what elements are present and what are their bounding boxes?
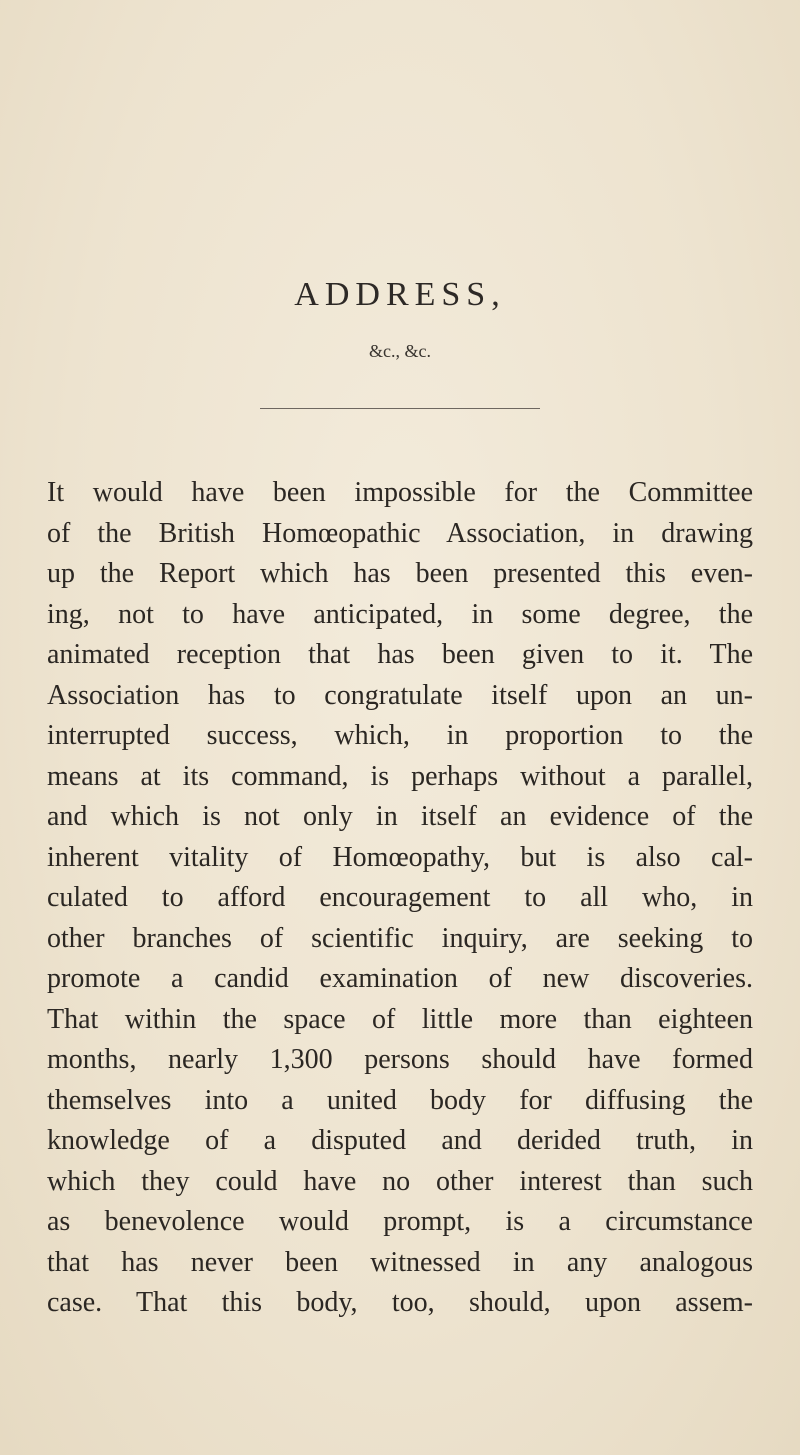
paragraph-line: interrupted success, which, in proportion to the (47, 720, 753, 751)
paragraph-line: It would have been impossible for the Committee (47, 477, 753, 508)
paragraph-line: which they could have no other interest than such (47, 1165, 753, 1197)
paragraph-line: inherent vitality of Homœopathy, but is also cal- (47, 841, 753, 873)
paragraph-line: that has never been witnessed in any analogous (47, 1246, 753, 1278)
section-divider (260, 408, 540, 409)
paragraph-line: ing, not to have anticipated, in some degree, the (47, 598, 753, 630)
page-subheading: &c., &c. (369, 341, 431, 361)
paragraph-line: up the Report which has been presented this even- (47, 558, 753, 589)
paragraph-line: other branches of scientific inquiry, are seeking to (47, 922, 753, 954)
paragraph-line: themselves into a united body for diffusing the (47, 1084, 753, 1116)
body-paragraph (47, 473, 753, 1324)
page-heading: ADDRESS, (294, 276, 506, 313)
paragraph-line: as benevolence would prompt, is a circumstance (47, 1206, 753, 1237)
paragraph-line: months, nearly 1,300 persons should have formed (47, 1044, 753, 1075)
paragraph-line: promote a candid examination of new discoveries. (47, 963, 753, 994)
paragraph-line: means at its command, is perhaps without a parallel, (47, 760, 753, 792)
paragraph-line: of the British Homœopathic Association, in drawing (47, 517, 753, 549)
paragraph-line: culated to afford encouragement to all who, in (47, 882, 753, 913)
paragraph-line: case. That this body, too, should, upon assem- (47, 1287, 753, 1318)
paragraph-line: Association has to congratulate itself upon an un- (47, 679, 753, 711)
paragraph-line: knowledge of a disputed and derided truth, in (47, 1125, 753, 1156)
paragraph-line: animated reception that has been given to it. The (47, 639, 753, 670)
paragraph-line: That within the space of little more than eighteen (47, 1003, 753, 1035)
paragraph-line: and which is not only in itself an evidence of the (47, 801, 753, 832)
